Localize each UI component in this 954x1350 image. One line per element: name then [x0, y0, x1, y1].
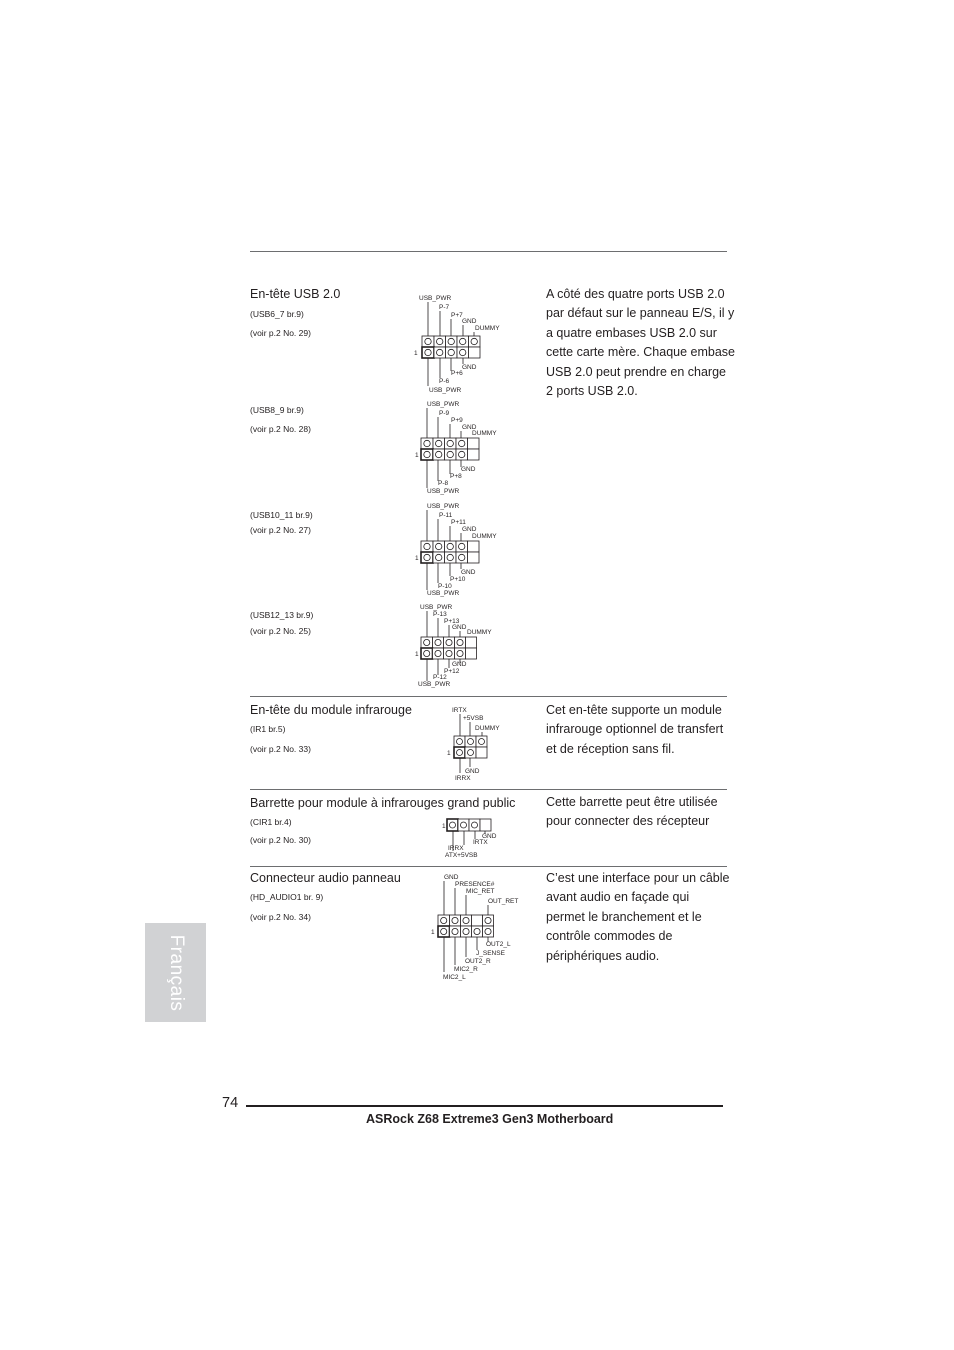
- pin-label: P+6: [451, 370, 463, 377]
- pin-label: USB_PWR: [420, 604, 453, 611]
- pin-label: ATX+5VSB: [445, 852, 478, 859]
- pin-label: +5VSB: [463, 715, 484, 722]
- pin-label: USB_PWR: [427, 488, 460, 495]
- usb-header-1-ref: (voir p.2 No. 29): [250, 328, 311, 338]
- usb-header-1-name: (USB6_7 br.9): [250, 309, 304, 319]
- audio-header-pinout-diagram: [428, 871, 528, 983]
- audio-section-title: Connecteur audio panneau: [250, 871, 401, 885]
- pin-label: GND: [461, 569, 476, 576]
- usb-header-3-pinout-diagram: [412, 500, 512, 598]
- pin-1-marker: 1: [415, 452, 419, 459]
- cir-header-name: (CIR1 br.4): [250, 817, 292, 827]
- pin-label: USB_PWR: [427, 590, 460, 597]
- pin-label: USB_PWR: [427, 503, 460, 510]
- pin-label: P+12: [444, 668, 460, 675]
- pin-label: USB_PWR: [429, 387, 462, 394]
- pin-label: P-8: [438, 480, 449, 487]
- pin-label: MIC2_R: [454, 966, 478, 973]
- audio-header-ref: (voir p.2 No. 34): [250, 912, 311, 922]
- pin-label: GND: [462, 364, 477, 371]
- page-number: 74: [222, 1095, 239, 1111]
- pin-label: GND: [465, 768, 480, 775]
- pin-label: IRTX: [452, 707, 467, 714]
- section-divider: [250, 696, 727, 697]
- ir-header-name: (IR1 br.5): [250, 724, 286, 734]
- ir-header-pinout-diagram: [446, 703, 516, 783]
- usb-header-3-ref: (voir p.2 No. 27): [250, 525, 311, 535]
- footer-rule: [246, 1105, 723, 1107]
- usb-header-4-name: (USB12_13 br.9): [250, 610, 314, 620]
- language-side-tab-label: Français: [165, 934, 187, 1011]
- language-side-tab: [145, 923, 206, 1022]
- top-rule: [250, 251, 727, 252]
- usb-header-1-pinout-diagram: [412, 292, 512, 396]
- pin-label: P-10: [438, 583, 452, 590]
- ir-header-ref: (voir p.2 No. 33): [250, 744, 311, 754]
- pin-label: IRRX: [455, 775, 471, 782]
- pin-label: P+9: [451, 417, 463, 424]
- pin-label: IRTX: [473, 839, 488, 846]
- pin-label: USB_PWR: [419, 295, 452, 302]
- pin-label: DUMMY: [472, 533, 497, 540]
- pin-label: GND: [462, 526, 477, 533]
- pin-label: P-7: [439, 304, 450, 311]
- pin-1-marker: 1: [447, 750, 451, 757]
- pin-label: GND: [444, 874, 459, 881]
- pin-label: P+8: [450, 473, 462, 480]
- pin-label: P+13: [444, 618, 460, 625]
- pin-label: PRESENCE#: [455, 881, 495, 888]
- pin-label: IRRX: [448, 845, 464, 852]
- section-divider: [250, 789, 727, 790]
- usb-header-2-name: (USB8_9 br.9): [250, 405, 304, 415]
- pin-label: P+10: [450, 576, 466, 583]
- usb-section-title: En-tête USB 2.0: [250, 287, 341, 301]
- pin-label: P-9: [439, 410, 450, 417]
- pin-label: GND: [452, 661, 467, 668]
- pin-1-marker: 1: [415, 555, 419, 562]
- pin-label: P-11: [439, 512, 453, 519]
- section-divider: [250, 866, 727, 867]
- pin-label: P-13: [433, 611, 447, 618]
- footer-product-name: ASRock Z68 Extreme3 Gen3 Motherboard: [366, 1112, 614, 1126]
- pin-label: OUT2_L: [486, 941, 511, 948]
- pin-label: P-12: [433, 674, 447, 681]
- pin-label: DUMMY: [472, 430, 497, 437]
- pin-label: P+7: [451, 312, 463, 319]
- pin-label: P-6: [439, 378, 450, 385]
- ir-section-title: En-tête du module infrarouge: [250, 703, 412, 717]
- pin-1-marker: 1: [415, 651, 419, 658]
- usb-header-4-ref: (voir p.2 No. 25): [250, 626, 311, 636]
- pin-label: OUT_RET: [488, 898, 519, 905]
- usb-header-3-name: (USB10_11 br.9): [250, 510, 313, 520]
- pin-label: J_SENSE: [476, 950, 505, 957]
- pin-label: OUT2_R: [465, 958, 491, 965]
- audio-header-name: (HD_AUDIO1 br. 9): [250, 892, 324, 902]
- pin-label: DUMMY: [467, 629, 492, 636]
- usb-section-description: A côté des quatre ports USB 2.0 par défaut sur le panneau E/S, il y a quatre embases USB 2.0 sur cette carte mère. Chaque embase USB 2.0 peut prendre en charge 2 ports USB 2.0.: [546, 287, 735, 399]
- usb-header-4-pinout-diagram: [412, 601, 512, 691]
- pin-1-marker: 1: [442, 823, 446, 830]
- usb-header-2-pinout-diagram: [412, 398, 512, 498]
- cir-header-ref: (voir p.2 No. 30): [250, 835, 311, 845]
- audio-section-description: C’est une interface pour un câble avant audio en façade qui permet le branchement et le contrôle commodes de périphériques audio.: [546, 871, 730, 963]
- pin-1-marker: 1: [431, 929, 435, 936]
- cir-section-title: Barrette pour module à infrarouges grand public: [250, 796, 516, 810]
- pin-label: DUMMY: [475, 725, 500, 732]
- ir-section-description: Cet en-tête supporte un module infrarouge optionnel de transfert et de réception sans fil.: [546, 703, 724, 756]
- pin-1-marker: 1: [414, 350, 418, 357]
- cir-header-pinout-diagram: [440, 815, 510, 863]
- pin-label: DUMMY: [475, 325, 500, 332]
- usb-header-2-ref: (voir p.2 No. 28): [250, 424, 311, 434]
- pin-label: MIC_RET: [466, 888, 495, 895]
- cir-section-description: Cette barrette peut être utilisée pour connecter des récepteur: [546, 795, 718, 829]
- pin-label: GND: [461, 466, 476, 473]
- pin-label: GND: [452, 624, 467, 631]
- pin-label: GND: [462, 318, 477, 325]
- pin-label: MIC2_L: [443, 974, 466, 981]
- pin-label: P+11: [451, 519, 466, 526]
- pin-label: USB_PWR: [427, 401, 460, 408]
- pin-label: GND: [482, 833, 497, 840]
- pin-label: GND: [462, 424, 477, 431]
- pin-label: USB_PWR: [418, 681, 451, 688]
